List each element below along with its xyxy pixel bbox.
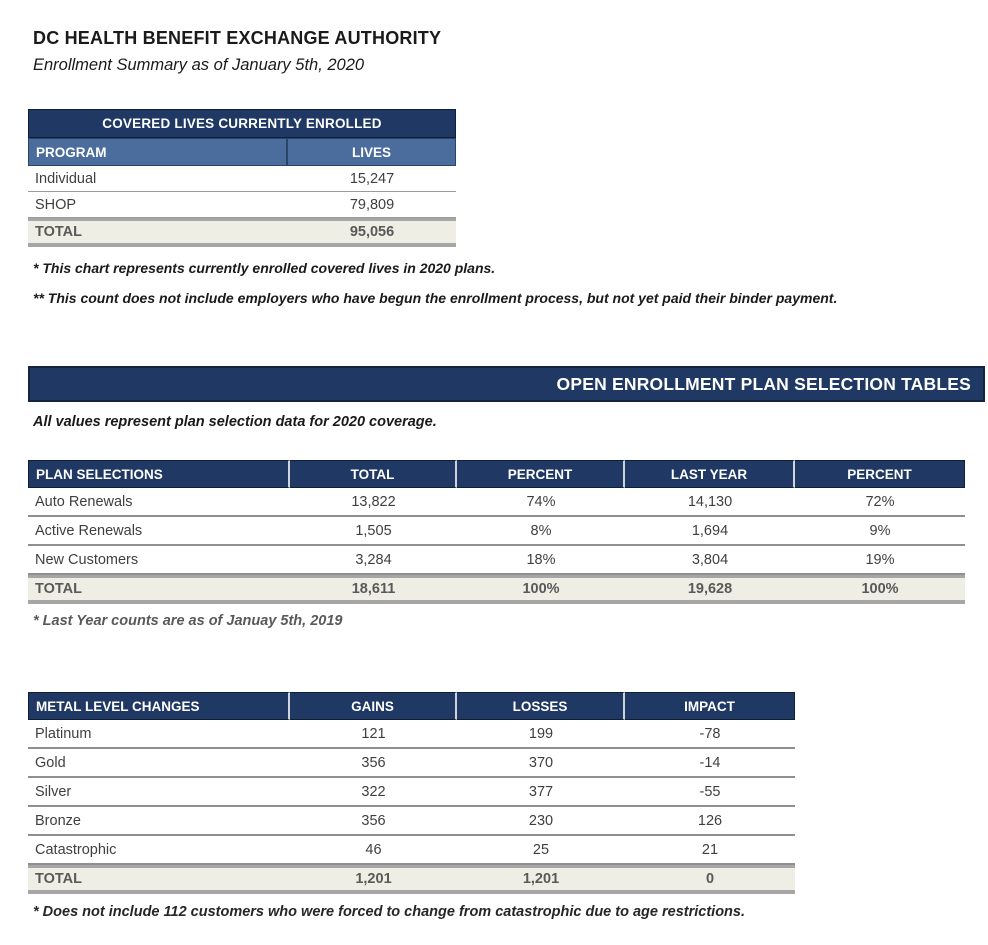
cell-value: 1,505: [355, 522, 392, 539]
cell-value: 121: [361, 725, 386, 742]
cell-value: -78: [699, 725, 721, 742]
row-label: Individual: [35, 170, 97, 187]
cell-value: -55: [699, 783, 721, 800]
covered-lives-table: [28, 109, 456, 247]
total-label: TOTAL: [35, 871, 82, 887]
covered-lives-header-row: [28, 138, 456, 166]
table-row: [28, 546, 965, 575]
cell-value: 377: [528, 783, 554, 800]
cell-value: 9%: [869, 522, 891, 539]
cell-value: 74%: [526, 493, 556, 510]
row-label: Gold: [35, 754, 66, 771]
table-row: [28, 836, 795, 865]
cell-value: 126: [697, 812, 723, 829]
row-label: New Customers: [35, 551, 139, 568]
covered-lives-table-title: COVERED LIVES CURRENTLY ENROLLED: [28, 109, 456, 138]
cell-value: 14,130: [687, 493, 733, 510]
total-row: [28, 218, 456, 247]
coverage-note: All values represent plan selection data for 2020 coverage.: [33, 414, 437, 430]
cell-value: 13,822: [351, 493, 396, 510]
total-label: TOTAL: [35, 581, 82, 597]
table-row: [28, 778, 795, 807]
table-row: [28, 166, 456, 192]
metal-level-header-row: [28, 692, 795, 720]
cell-value: 370: [528, 754, 554, 771]
plan-selections-header-row: [28, 460, 965, 488]
column-header-last-year: LAST YEAR: [625, 460, 795, 488]
column-header-impact: IMPACT: [625, 692, 795, 720]
cell-value: 356: [361, 754, 386, 771]
cell-value: 15,247: [349, 170, 395, 187]
cell-value: 356: [361, 812, 386, 829]
cell-value: 25: [532, 841, 550, 858]
footnote-metal-level: * Does not include 112 customers who were forced to change from catastrophic due to age restrictions.: [33, 904, 746, 920]
cell-value: 230: [528, 812, 554, 829]
cell-value: 21: [701, 841, 719, 858]
footnote-plan-selections: * Last Year counts are as of Januay 5th, 2019: [33, 613, 343, 629]
table-row: [28, 517, 965, 546]
column-header-metal-level-changes: METAL LEVEL CHANGES: [28, 692, 290, 720]
column-header-gains: GAINS: [290, 692, 457, 720]
row-label: Auto Renewals: [35, 493, 133, 510]
row-label: Bronze: [35, 812, 81, 829]
cell-value: 8%: [530, 522, 552, 539]
column-header-losses: LOSSES: [457, 692, 625, 720]
total-value: 100%: [522, 581, 560, 597]
cell-value: 19%: [865, 551, 895, 568]
cell-value: 322: [361, 783, 386, 800]
table-row: [28, 749, 795, 778]
table-row: [28, 488, 965, 517]
total-value: 19,628: [687, 581, 733, 597]
column-header-plan-selections: PLAN SELECTIONS: [28, 460, 290, 488]
row-label: Catastrophic: [35, 841, 117, 858]
row-label: Active Renewals: [35, 522, 143, 539]
total-value: 95,056: [349, 224, 395, 240]
plan-selections-table: [28, 460, 965, 604]
cell-value: -14: [699, 754, 721, 771]
table-row: [28, 192, 456, 218]
banner-title: OPEN ENROLLMENT PLAN SELECTION TABLES: [556, 373, 971, 394]
footnote-covered-lives-2: ** This count does not include employers who have begun the enrollment process, but not yet paid their binder payment.: [33, 290, 838, 306]
metal-level-table: [28, 692, 795, 894]
table-row: [28, 720, 795, 749]
cell-value: 3,804: [691, 551, 729, 568]
total-value: 1,201: [522, 871, 560, 887]
column-header-percent-2: PERCENT: [795, 460, 965, 488]
cell-value: 199: [528, 725, 554, 742]
page-title: DC HEALTH BENEFIT EXCHANGE AUTHORITY: [33, 28, 442, 48]
row-label: Platinum: [35, 725, 92, 742]
column-header-lives: LIVES: [288, 138, 456, 166]
total-row: [28, 865, 795, 894]
cell-value: 72%: [865, 493, 895, 510]
total-value: 18,611: [351, 581, 396, 597]
cell-value: 18%: [526, 551, 556, 568]
table-row: [28, 807, 795, 836]
total-label: TOTAL: [35, 224, 82, 240]
cell-value: 3,284: [355, 551, 392, 568]
footnote-covered-lives-1: * This chart represents currently enrolled covered lives in 2020 plans.: [33, 260, 496, 276]
row-label: SHOP: [35, 196, 77, 213]
open-enrollment-banner: [28, 366, 985, 402]
cell-value: 46: [365, 841, 382, 858]
cell-value: 1,694: [691, 522, 729, 539]
column-header-total: TOTAL: [290, 460, 457, 488]
column-header-percent: PERCENT: [457, 460, 625, 488]
page-subtitle: Enrollment Summary as of January 5th, 2020: [33, 56, 365, 74]
total-value: 0: [705, 871, 715, 887]
total-row: [28, 575, 965, 604]
total-value: 100%: [861, 581, 899, 597]
total-value: 1,201: [355, 871, 392, 887]
row-label: Silver: [35, 783, 72, 800]
cell-value: 79,809: [349, 196, 395, 213]
column-header-program: PROGRAM: [28, 138, 288, 166]
